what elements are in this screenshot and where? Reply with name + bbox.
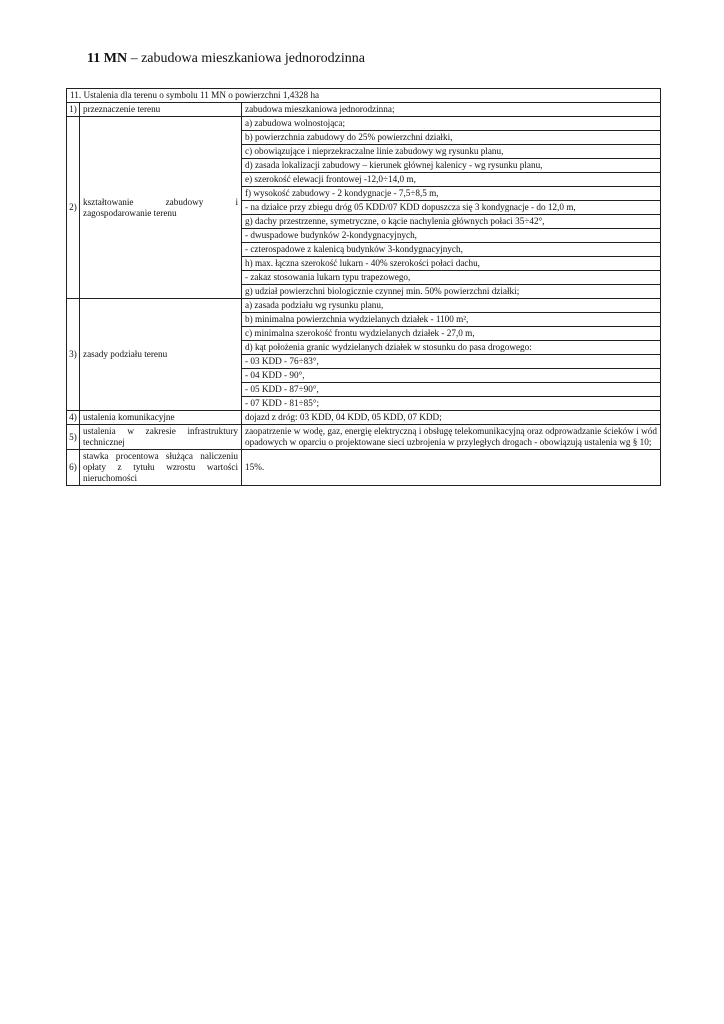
table-row [67, 450, 661, 486]
section-number: 5) [67, 425, 80, 450]
section-item: f) wysokość zabudowy - 2 kondygnacje - 7,5÷8,5 m, [242, 187, 661, 201]
section-label: stawka procentowa służąca naliczeniu opłaty z tytułu wzrostu wartości nieruchomości [80, 450, 242, 486]
section-item: - czterospadowe z kalenicą budynków 3-kondygnacyjnych, [242, 243, 661, 257]
section-item: dojazd z dróg: 03 KDD, 04 KDD, 05 KDD, 07 KDD; [242, 411, 661, 425]
section-number: 2) [67, 117, 80, 299]
table-header-row [67, 89, 661, 103]
section-number: 4) [67, 411, 80, 425]
section-item: c) minimalna szerokość frontu wydzielanych działek - 27,0 m, [242, 327, 661, 341]
section-number: 1) [67, 103, 80, 117]
table-row [67, 103, 661, 117]
section-item: e) szerokość elewacji frontowej -12,0÷14,0 m, [242, 173, 661, 187]
table-row [67, 425, 661, 450]
table-header: 11. Ustalenia dla terenu o symbolu 11 MN o powierzchni 1,4328 ha [67, 89, 661, 103]
section-item: c) obowiązujące i nieprzekraczalne linie zabudowy wg rysunku planu, [242, 145, 661, 159]
section-item: g) udział powierzchni biologicznie czynnej min. 50% powierzchni działki; [242, 285, 661, 299]
section-label: ustalenia komunikacyjne [80, 411, 242, 425]
section-item: - 03 KDD - 76÷83°, [242, 355, 661, 369]
section-label: zasady podziału terenu [80, 299, 242, 411]
section-item: - na działce przy zbiegu dróg 05 KDD/07 KDD dopuszcza się 3 kondygnacje - do 12,0 m, [242, 201, 661, 215]
regulations-table [66, 88, 661, 486]
section-item: - 07 KDD - 81÷85°; [242, 397, 661, 411]
section-label: ustalenia w zakresie infrastruktury technicznej [80, 425, 242, 450]
section-item: - 04 KDD - 90°, [242, 369, 661, 383]
section-item: - 05 KDD - 87÷90°, [242, 383, 661, 397]
section-number: 3) [67, 299, 80, 411]
table-row [67, 299, 661, 313]
heading-symbol: 11 MN [87, 51, 128, 66]
section-item: d) zasada lokalizacji zabudowy – kierunek głównej kalenicy - wg rysunku planu, [242, 159, 661, 173]
section-number: 6) [67, 450, 80, 486]
section-item: b) minimalna powierzchnia wydzielanych działek - 1100 m², [242, 313, 661, 327]
page-heading [87, 51, 365, 67]
table-row [67, 411, 661, 425]
section-item: d) kąt położenia granic wydzielanych działek w stosunku do pasa drogowego: [242, 341, 661, 355]
section-item: b) powierzchnia zabudowy do 25% powierzchni działki, [242, 131, 661, 145]
section-item: - dwuspadowe budynków 2-kondygnacyjnych, [242, 229, 661, 243]
section-item: h) max. łączna szerokość lukarn - 40% szerokości połaci dachu, [242, 257, 661, 271]
section-item: a) zabudowa wolnostojąca; [242, 117, 661, 131]
section-item: zaopatrzenie w wodę, gaz, energię elektryczną i obsługę telekomunikacyjną oraz odprowadzanie ścieków i wód opadowych w oparciu o projektowane sieci uzbrojenia w przyległych drogach - obowiązują ustalenia wg § 10; [242, 425, 661, 450]
section-label: kształtowanie zabudowy i zagospodarowanie terenu [80, 117, 242, 299]
section-label: przeznaczenie terenu [80, 103, 242, 117]
section-item: 15%. [242, 450, 661, 486]
section-item: g) dachy przestrzenne, symetryczne, o kącie nachylenia głównych połaci 35÷42°, [242, 215, 661, 229]
heading-text: – zabudowa mieszkaniowa jednorodzinna [127, 51, 365, 66]
table-row [67, 117, 661, 131]
section-item: - zakaz stosowania lukarn typu trapezowego, [242, 271, 661, 285]
section-item: a) zasada podziału wg rysunku planu, [242, 299, 661, 313]
section-item: zabudowa mieszkaniowa jednorodzinna; [242, 103, 661, 117]
